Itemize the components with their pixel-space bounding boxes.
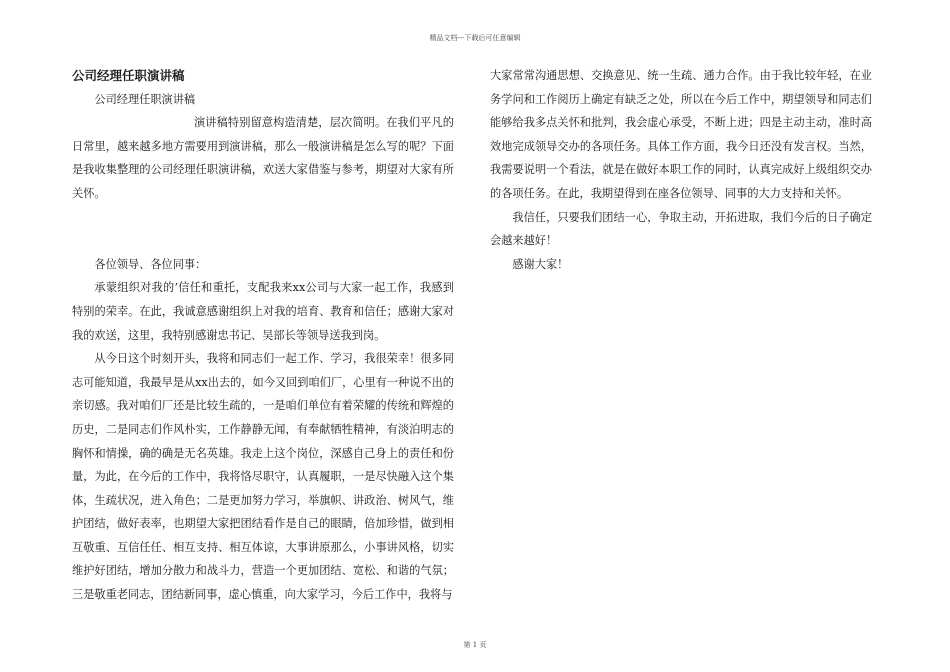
paragraph-3: 我信任，只要我们团结一心，争取主动，开拓进取，我们今后的日子确定会越来越好！ [490,210,872,248]
blank-line [72,229,454,253]
greeting: 各位领导、各位同事： [94,257,207,271]
page-number: 第 1 页 [463,641,487,649]
page-header: 精品文档---下载后可任意编辑 [429,34,521,42]
left-column [72,64,454,607]
right-column [490,64,872,276]
paragraph-2-continued: 大家常常沟通思想、交换意见、统一生疏、通力合作。由于我比较年轻，在业务学问和工作阅历上确定有缺乏之处，所以在今后工作中，期望领导和同志们能够给我多点关怀和批判，我会虚心承受，不断上进；四是主动主动，准时高效地完成领导交办的各项任务。具体工作方面，我今日还没有发言权。当然，我需要说明一个看法，就是在做好本职工作的同时，认真完成好上级组织交办的各项任务。在此，我期望得到在座各位领导、同事的大力支持和关怀。 [490,69,872,200]
document-subtitle: 公司经理任职演讲稿 [94,92,196,106]
blank-line [72,206,454,230]
document-title: 公司经理任职演讲稿 [72,68,185,83]
paragraph-1: 承蒙组织对我的’信任和重托，支配我来xx公司与大家一起工作，我感到特别的荣幸。在此，我诚意感谢组织上对我的培育、教育和信任；感谢大家对我的欢送，这里，我特别感谢忠书记、吴部长等领导送我到岗。 [72,281,454,342]
closing-line: 感谢大家！ [512,257,569,271]
paragraph-2: 从今日这个时刻开头，我将和同志们一起工作、学习，我很荣幸！很多同志可能知道，我最早是从xx出去的，如今又回到咱们厂，心里有一种说不出的亲切感。我对咱们厂还是比较生疏的，一是咱们单位有着荣耀的传统和辉煌的历史，二是同志们作风朴实，工作静静无闻，有奉献牺牲精神，有淡泊明志的胸怀和情操，确的确是无名英雄。我走上这个岗位，深感自己身上的责任和份量，为此，在今后的工作中，我将恪尽职守，认真履职，一是尽快融入这个集体，生疏状况，进入角色；二是更加努力学习，举旗帜、讲政治、树风气，维护团结，做好表率，也期望大家把团结看作是自己的眼睛，倍加珍惜，做到相互敬重、互信任任、相互支持、相互体谅，大事讲原那么，小事讲风格，切实维护好团结，增加分散力和战斗力，营造一个更加团结、宽松、和谐的气氛；三是敬重老同志，团结新同事，虚心慎重，向大家学习，今后工作中，我将与 [72,352,454,602]
intro-paragraph: 演讲稿特别留意构造清楚，层次简明。在我们平凡的日常里，越来越多地方需要用到演讲稿，那么一般演讲稿是怎么写的呢？下面是我收集整理的公司经理任职演讲稿，欢送大家借鉴与参考，期望对大家有所关怀。 [72,116,454,200]
